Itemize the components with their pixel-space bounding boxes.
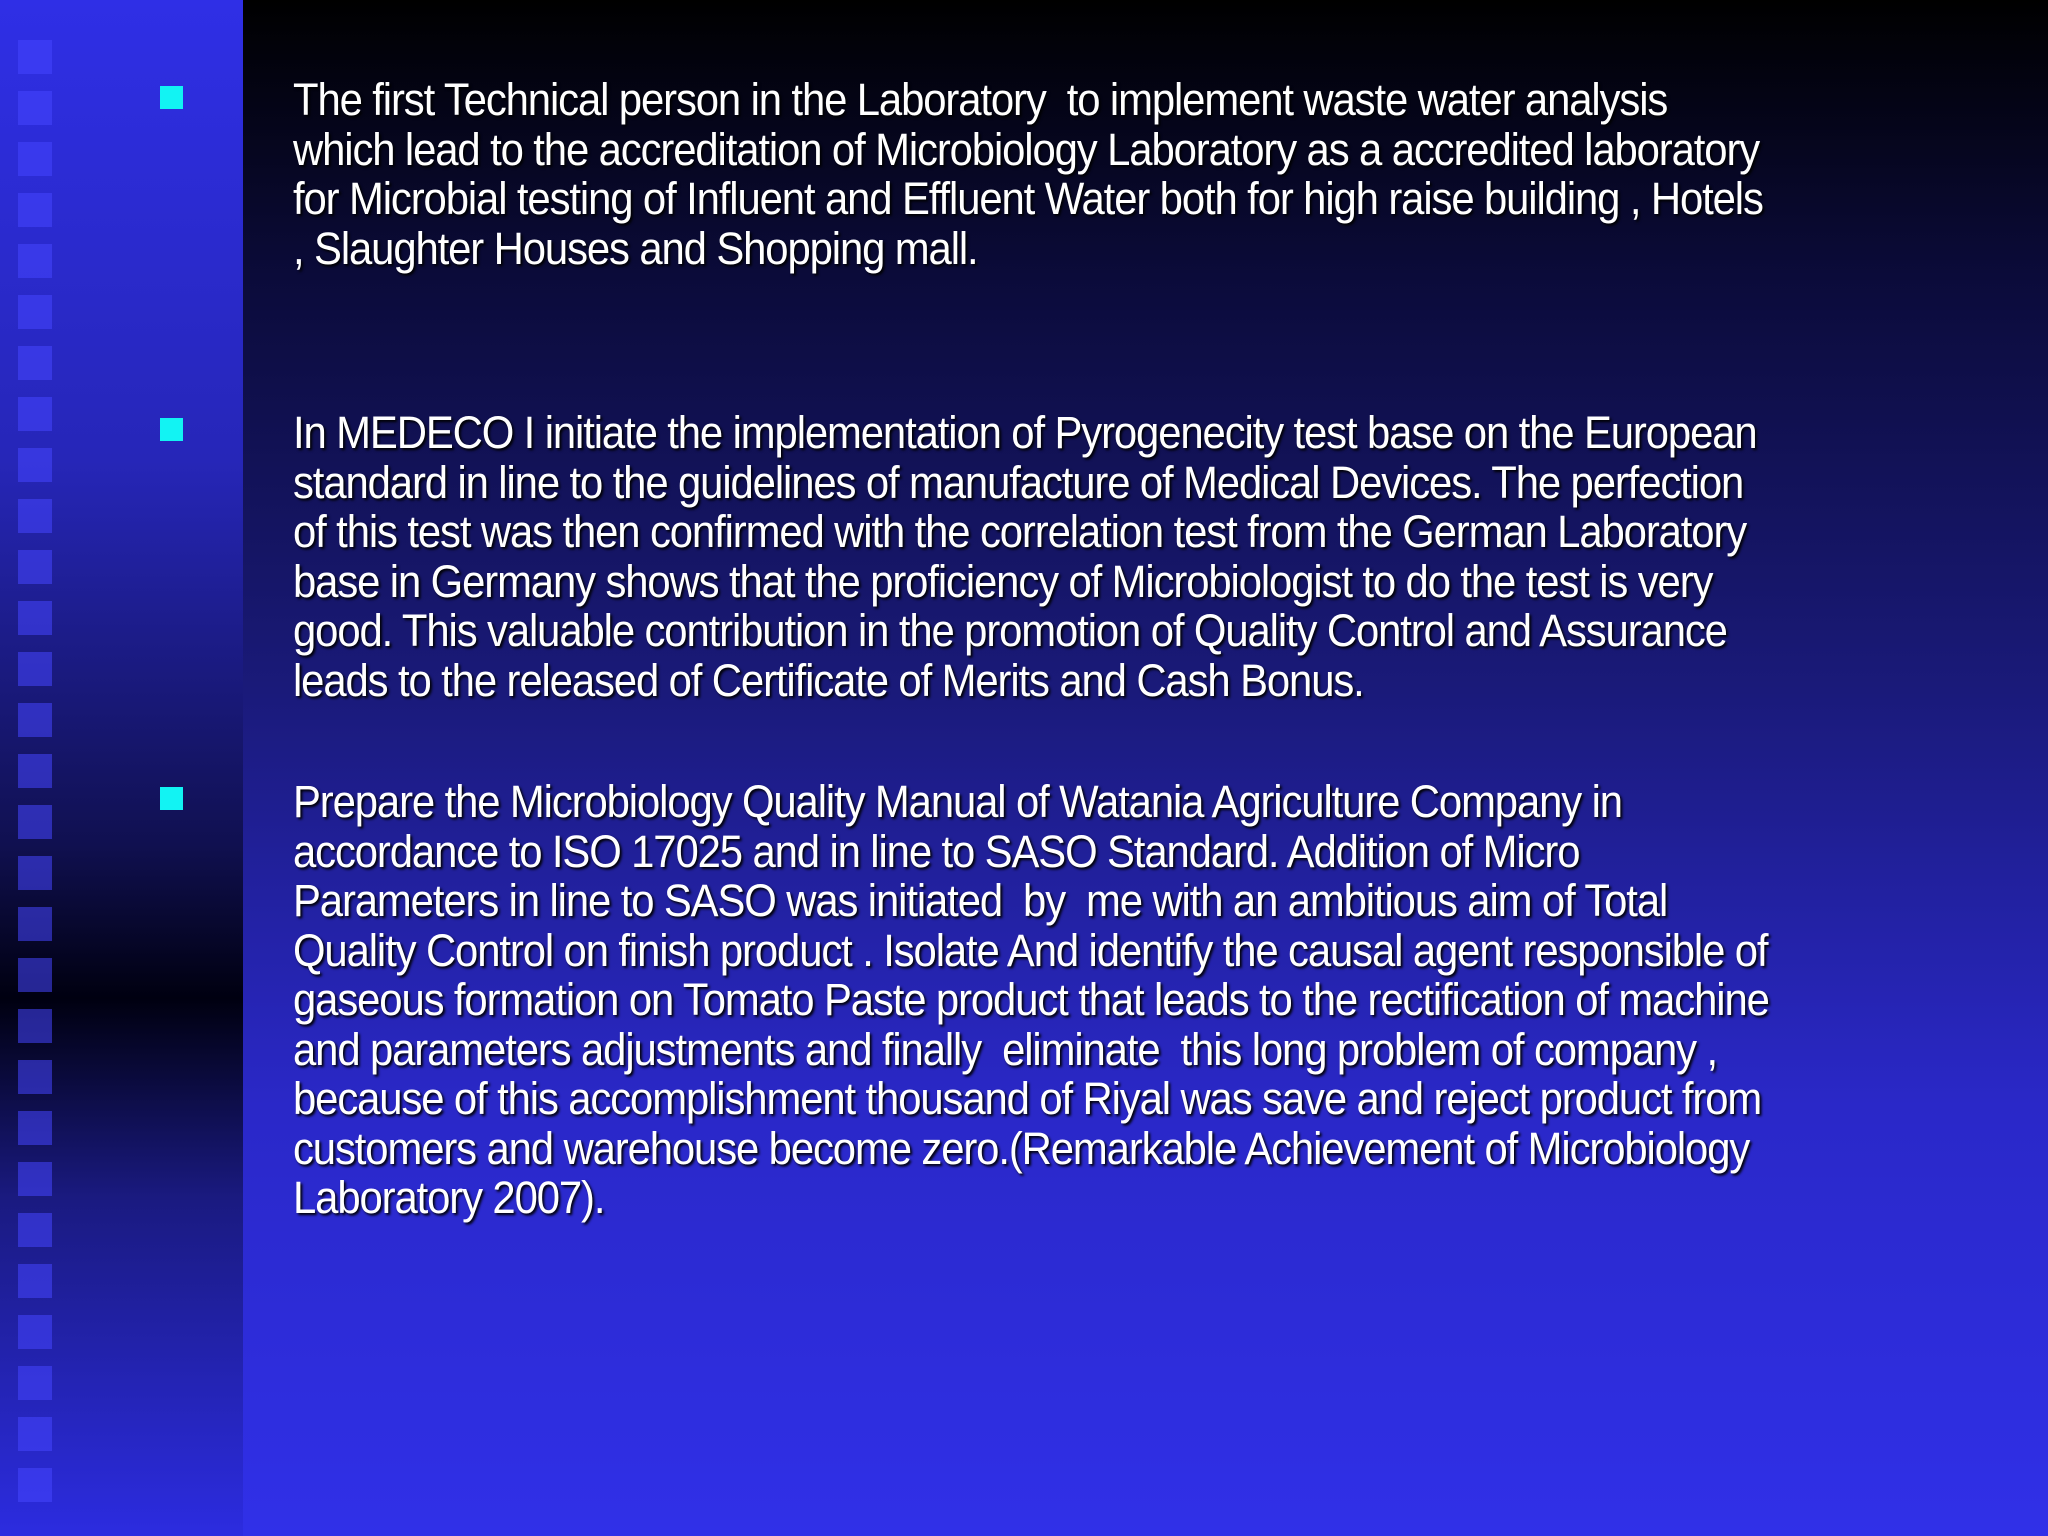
text-line: gaseous formation on Tomato Paste product that leads to the rectification of machine (293, 974, 1769, 1025)
bullet-text-3 (293, 777, 1883, 1223)
text-line: , Slaughter Houses and Shopping mall. (293, 222, 978, 274)
bullet-text-1 (293, 75, 1883, 273)
text-line: because of this accomplishment thousand of Riyal was save and reject product from (293, 1073, 1762, 1124)
text-line: customers and warehouse become zero.(Remarkable Achievement of Microbiology (293, 1122, 1750, 1174)
square-bullet-icon (160, 418, 183, 441)
text-line: Parameters in line to SASO was initiated by me with an ambitious aim of Total (293, 875, 1668, 926)
text-line: good. This valuable contribution in the promotion of Quality Control and Assurance (293, 605, 1727, 656)
text-line: accordance to ISO 17025 and in line to SASO Standard. Addition of Micro (293, 825, 1580, 877)
text-line: Prepare the Microbiology Quality Manual of Watania Agriculture Company in (293, 776, 1622, 827)
bullet-text-2 (293, 408, 1883, 705)
text-line: Laboratory 2007). (293, 1172, 605, 1223)
text-line: base in Germany shows that the proficiency of Microbiologist to do the test is very (293, 555, 1713, 607)
text-line: standard in line to the guidelines of manufacture of Medical Devices. The perfection (293, 456, 1744, 508)
text-line: leads to the released of Certificate of Merits and Cash Bonus. (293, 654, 1364, 706)
square-bullet-icon (160, 787, 183, 810)
text-line: for Microbial testing of Influent and Effluent Water both for high raise building , Hotels (293, 173, 1763, 224)
text-line: In MEDECO I initiate the implementation of Pyrogenecity test base on the European (293, 407, 1757, 458)
text-line: and parameters adjustments and finally eliminate this long problem of company , (293, 1023, 1717, 1075)
text-line: The first Technical person in the Laboratory to implement waste water analysis (293, 74, 1668, 125)
square-bullet-icon (160, 86, 183, 109)
text-line: of this test was then confirmed with the correlation test from the German Laboratory (293, 506, 1747, 557)
text-line: Quality Control on finish product . Isolate And identify the causal agent responsible of (293, 924, 1768, 976)
text-line: which lead to the accreditation of Microbiology Laboratory as a accredited laboratory (293, 123, 1760, 175)
